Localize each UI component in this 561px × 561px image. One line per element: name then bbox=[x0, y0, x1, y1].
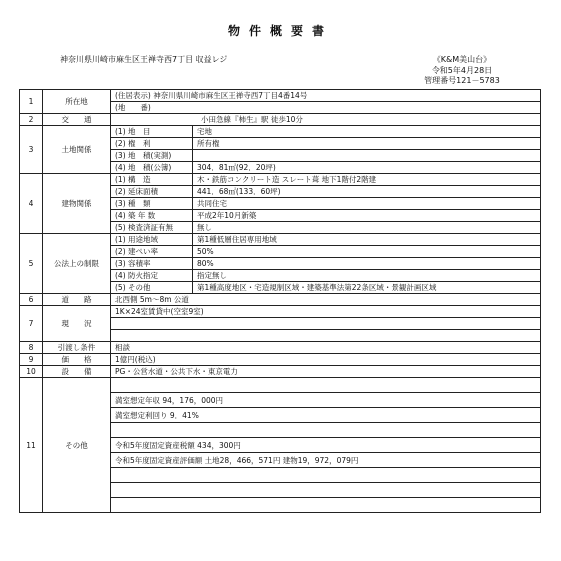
row-category: 所在地 bbox=[43, 90, 111, 114]
item-value bbox=[193, 150, 541, 162]
item-label: (3) 容積率 bbox=[111, 258, 193, 270]
row-number: 4 bbox=[20, 174, 43, 234]
other-line: 満室想定利回り 9．41% bbox=[111, 408, 541, 423]
item-value: 平成2年10月新築 bbox=[193, 210, 541, 222]
access-value: 小田急線『柿生』駅 徒歩10分 bbox=[111, 114, 541, 126]
row-number: 6 bbox=[20, 294, 43, 306]
row-facilities bbox=[20, 366, 541, 378]
row-category: 設 備 bbox=[43, 366, 111, 378]
row-category: 引渡し条件 bbox=[43, 342, 111, 354]
other-line bbox=[111, 498, 541, 513]
status-value: 1K×24室賃貸中(空室9室) bbox=[111, 306, 541, 318]
item-label: (5) その他 bbox=[111, 282, 193, 294]
property-summary-table bbox=[19, 89, 541, 513]
row-number: 9 bbox=[20, 354, 43, 366]
item-value: 共同住宅 bbox=[193, 198, 541, 210]
item-value: 宅地 bbox=[193, 126, 541, 138]
item-label: (2) 建ぺい率 bbox=[111, 246, 193, 258]
row-number: 10 bbox=[20, 366, 43, 378]
property-heading: 神奈川県川崎市麻生区王禅寺西7丁目 収益レジ bbox=[60, 55, 228, 64]
item-label: (4) 地 積(公簿) bbox=[111, 162, 193, 174]
row-category: 道 路 bbox=[43, 294, 111, 306]
row-location bbox=[20, 90, 541, 102]
row-number: 7 bbox=[20, 306, 43, 342]
item-label: (5) 検査済証有無 bbox=[111, 222, 193, 234]
other-line bbox=[111, 468, 541, 483]
item-label: (2) 権 利 bbox=[111, 138, 193, 150]
item-value: 304．81㎡(92．20坪) bbox=[193, 162, 541, 174]
row-category: 公法上の制限 bbox=[43, 234, 111, 294]
document-date: 令和5年4月28日 bbox=[431, 66, 493, 75]
management-number: 管理番号121－5783 bbox=[424, 76, 500, 85]
property-name: 《K&M美山台》 bbox=[432, 55, 492, 64]
row-current-status bbox=[20, 306, 541, 318]
lot-number-line: (地 番) bbox=[111, 102, 541, 114]
item-value: 所有権 bbox=[193, 138, 541, 150]
row-number: 5 bbox=[20, 234, 43, 294]
row-number: 11 bbox=[20, 378, 43, 513]
item-label: (3) 種 類 bbox=[111, 198, 193, 210]
item-label: (1) 構 造 bbox=[111, 174, 193, 186]
item-value: 第1種低層住居専用地域 bbox=[193, 234, 541, 246]
facilities-value: PG・公営水道・公共下水・東京電力 bbox=[111, 366, 541, 378]
item-value: 80% bbox=[193, 258, 541, 270]
item-label: (1) 地 目 bbox=[111, 126, 193, 138]
item-value: 木・鉄筋コンクリート造 スレート葺 地下1階付2階建 bbox=[193, 174, 541, 186]
row-access bbox=[20, 114, 541, 126]
row-category: 土地関係 bbox=[43, 126, 111, 174]
row-land bbox=[20, 126, 541, 138]
row-number: 2 bbox=[20, 114, 43, 126]
row-number: 1 bbox=[20, 90, 43, 114]
row-road bbox=[20, 294, 541, 306]
other-line bbox=[111, 423, 541, 438]
row-category: 現 況 bbox=[43, 306, 111, 342]
item-label: (1) 用途地域 bbox=[111, 234, 193, 246]
item-label: (4) 防火指定 bbox=[111, 270, 193, 282]
other-line: 満室想定年収 94，176，000円 bbox=[111, 393, 541, 408]
item-label: (3) 地 積(実測) bbox=[111, 150, 193, 162]
row-price bbox=[20, 354, 541, 366]
row-delivery-terms bbox=[20, 342, 541, 354]
document-title: 物件概要書 bbox=[227, 24, 333, 38]
row-category: その他 bbox=[43, 378, 111, 513]
row-building bbox=[20, 174, 541, 186]
delivery-value: 相談 bbox=[111, 342, 541, 354]
item-value: 第1種高度地区・宅造規制区域・建築基準法第22条区域・景観計画区域 bbox=[193, 282, 541, 294]
item-value: 441．68㎡(133．60坪) bbox=[193, 186, 541, 198]
row-other bbox=[20, 378, 541, 393]
item-value: 50% bbox=[193, 246, 541, 258]
row-category: 建物関係 bbox=[43, 174, 111, 234]
row-number: 8 bbox=[20, 342, 43, 354]
row-category: 交 通 bbox=[43, 114, 111, 126]
address-line: (住居表示) 神奈川県川崎市麻生区王禅寺西7丁目4番14号 bbox=[111, 90, 541, 102]
row-category: 価 格 bbox=[43, 354, 111, 366]
price-value: 1億円(税込) bbox=[111, 354, 541, 366]
item-value: 指定無し bbox=[193, 270, 541, 282]
road-value: 北西側 5m～8m 公道 bbox=[111, 294, 541, 306]
other-line: 令和5年度固定資産評価額 土地28，466，571円 建物19，972，079円 bbox=[111, 453, 541, 468]
other-line bbox=[111, 483, 541, 498]
item-label: (4) 築 年 数 bbox=[111, 210, 193, 222]
item-label: (2) 延床面積 bbox=[111, 186, 193, 198]
row-number: 3 bbox=[20, 126, 43, 174]
other-line: 令和5年度固定資産税額 434，300円 bbox=[111, 438, 541, 453]
other-line bbox=[111, 378, 541, 393]
row-legal-restrictions bbox=[20, 234, 541, 246]
item-value: 無し bbox=[193, 222, 541, 234]
